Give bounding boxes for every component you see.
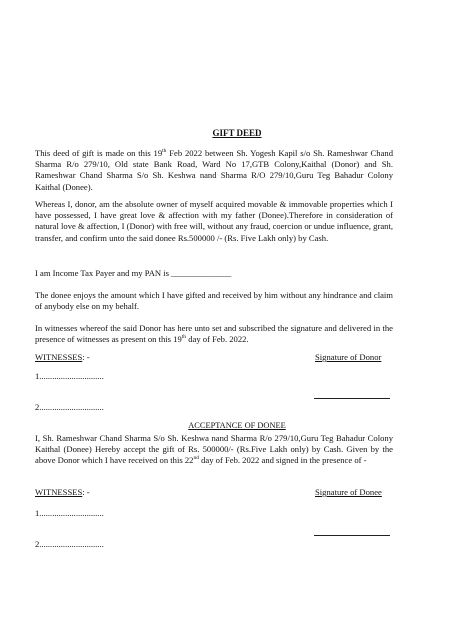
witnesses-heading-donor xyxy=(35,352,90,362)
donor-witness-1-line: 1.............................. xyxy=(35,371,104,381)
donor-signature-line xyxy=(314,398,390,399)
pan-text: I am Income Tax Payer and my PAN is xyxy=(35,268,172,278)
donee-witness-1-line: 1.............................. xyxy=(35,508,104,518)
acceptance-text-1: I, Sh. Rameshwar Chand Sharma S/o Sh. Keshwa nand Sharma R/o 279/10,Guru Teg Bahadur Colony Kaithal (Donee) Hereby accept the gift of Rs. 500000/- (Rs.Five Lakh only) by Cash. Given by the above Donor which I have received on this 22 xyxy=(35,433,393,466)
acceptance-paragraph xyxy=(35,433,393,467)
intro-text-2: Feb 2022 between Sh. Yogesh Kapil s/o Sh. Rameshwar Chand Sharma R/o 279/10, Old state Bank Road, Ward No 17,GTB Colony,Kaithal (Donor) and Sh. Rameshwar Chand Sharma S/o Sh. Keshwa nand Sharma R/O 279/10,Guru Teg Bahadur Colony Kaithal (Donee). xyxy=(35,148,393,192)
whereas-paragraph: Whereas I, donor, am the absolute owner of myself acquired movable & immovable properties which I have possessed, I have great love & affection with my father (Donee).Therefore in consideration of natural love & affection, I (Donor) with free will, without any fraud, coercion or undue influence, grant, transfer, and confirm unto the said donee Rs.500000 /- (Rs. Five Lakh only) by Cash. xyxy=(35,199,393,243)
intro-text-1: This deed of gift is made on this 19 xyxy=(35,148,163,158)
witnesses-suffix: : - xyxy=(82,487,90,497)
donor-witness-2-line: 2.............................. xyxy=(35,402,104,412)
witness-paragraph xyxy=(35,323,393,345)
enjoys-paragraph: The donee enjoys the amount which I have gifted and received by him without any hindrance and claim of anybody else on my behalf. xyxy=(35,290,393,312)
pan-line xyxy=(35,268,393,279)
acceptance-text-2: day of Feb. 2022 and signed in the presence of - xyxy=(198,455,367,466)
donee-witness-2-line: 2.............................. xyxy=(35,539,104,549)
witnesses-label: WITNESSES xyxy=(35,352,83,362)
acceptance-title: ACCEPTANCE OF DONEE xyxy=(188,421,286,430)
signature-of-donee-label: Signature of Donee xyxy=(315,487,382,497)
acceptance-date-suffix: nd xyxy=(193,455,199,462)
pan-blank: ______________ xyxy=(171,268,232,278)
signature-of-donor-label: Signature of Donor xyxy=(315,352,382,362)
witness-date-suffix: th xyxy=(181,334,187,341)
intro-paragraph xyxy=(35,148,393,193)
intro-date-suffix: th xyxy=(162,148,167,155)
witness-text-1: In witnesses whereof the said Donor has here unto set and subscribed the signature and delivered in the presence of witnesses as present on this 19 xyxy=(35,323,393,345)
witnesses-suffix: : - xyxy=(82,352,90,362)
witnesses-label: WITNESSES xyxy=(35,487,83,497)
witnesses-heading-donee xyxy=(35,487,90,497)
document-title: GIFT DEED xyxy=(212,128,262,138)
witness-text-2: day of Feb. 2022. xyxy=(186,334,249,345)
donee-signature-line xyxy=(314,535,390,536)
